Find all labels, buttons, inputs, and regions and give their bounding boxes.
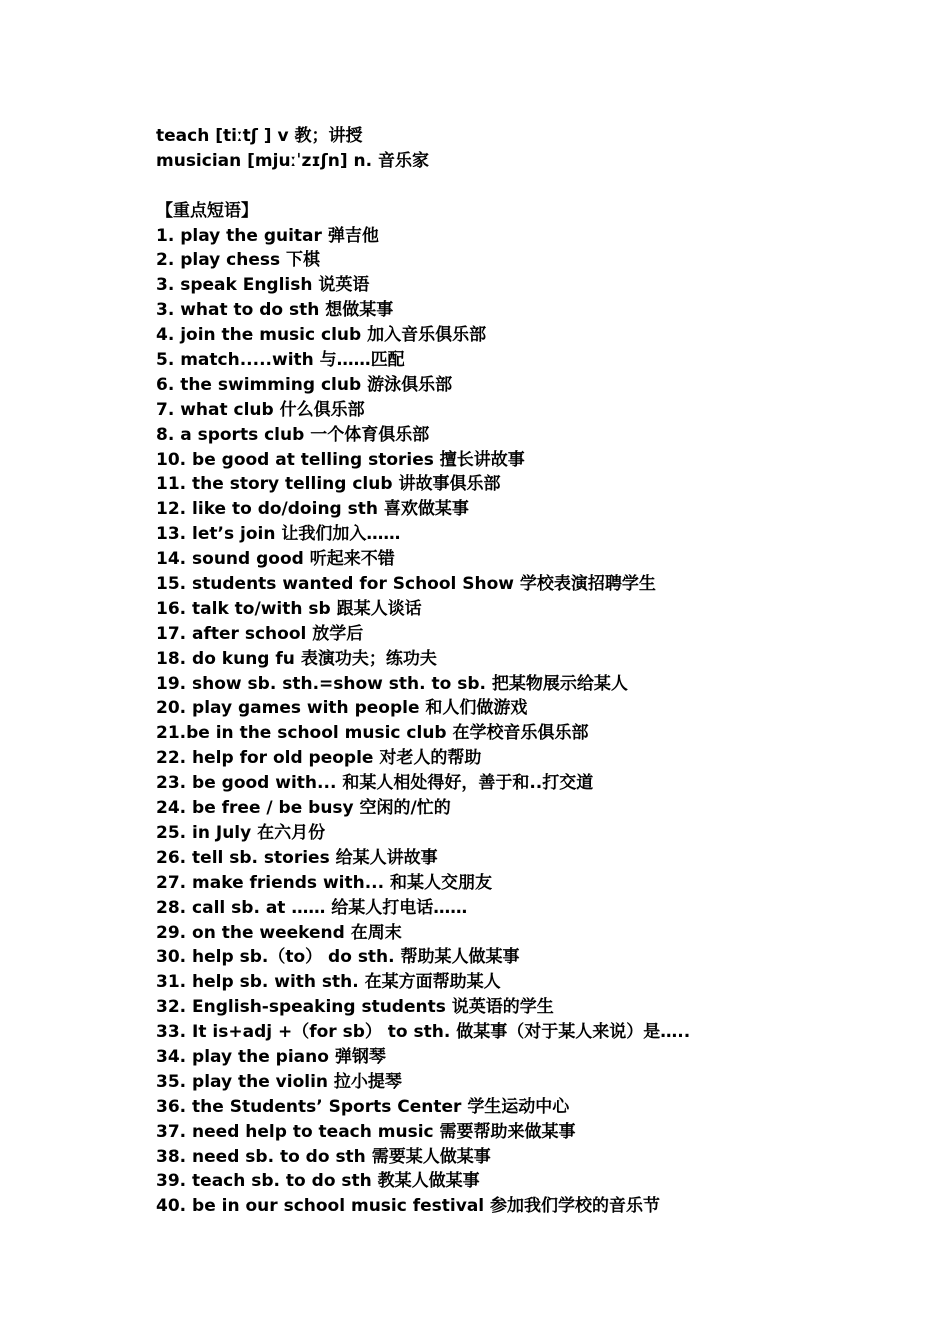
phrase-item: 28. call sb. at …… 给某人打电话…… xyxy=(156,897,468,918)
vocab-entry-teach: teach [tiːtʃ ] v 教；讲授 xyxy=(156,126,363,146)
phrase-item: 37. need help to teach music 需要帮助来做某事 xyxy=(156,1121,576,1142)
phrase-item: 6. the swimming club 游泳俱乐部 xyxy=(156,374,453,395)
phrase-item: 8. a sports club 一个体育俱乐部 xyxy=(156,424,430,445)
phrase-item: 25. in July 在六月份 xyxy=(156,822,326,843)
phrase-item: 11. the story telling club 讲故事俱乐部 xyxy=(156,474,501,495)
phrase-item: 3. speak English 说英语 xyxy=(156,275,370,296)
phrase-item: 26. tell sb. stories 给某人讲故事 xyxy=(156,847,438,868)
blank-line xyxy=(156,174,916,199)
phrase-item: 17. after school 放学后 xyxy=(156,623,364,644)
phrase-item: 32. English-speaking students 说英语的学生 xyxy=(156,997,554,1018)
phrase-item: 18. do kung fu 表演功夫；练功夫 xyxy=(156,648,437,669)
phrase-item: 3. what to do sth 想做某事 xyxy=(156,300,394,321)
phrase-item: 7. what club 什么俱乐部 xyxy=(156,399,365,420)
phrase-item: 2. play chess 下棋 xyxy=(156,250,321,271)
phrase-item: 30. help sb.（to） do sth. 帮助某人做某事 xyxy=(156,947,520,968)
phrase-item: 23. be good with... 和某人相处得好，善于和..打交道 xyxy=(156,773,594,794)
section-title: 【重点短语】 xyxy=(156,200,258,221)
phrase-item: 39. teach sb. to do sth 教某人做某事 xyxy=(156,1171,480,1192)
phrase-item: 20. play games with people 和人们做游戏 xyxy=(156,698,528,719)
phrase-item: 24. be free / be busy 空闲的/忙的 xyxy=(156,798,451,819)
phrase-item: 4. join the music club 加入音乐俱乐部 xyxy=(156,325,487,346)
phrase-item: 40. be in our school music festival 参加我们学校的音乐节 xyxy=(156,1196,661,1217)
vocab-entry-musician: musician [mjuːˈzɪʃn] n. 音乐家 xyxy=(156,150,429,171)
phrase-item: 14. sound good 听起来不错 xyxy=(156,549,395,570)
phrase-item: 1. play the guitar 弹吉他 xyxy=(156,225,379,246)
phrase-item: 34. play the piano 弹钢琴 xyxy=(156,1046,386,1067)
phrase-item: 10. be good at telling stories 擅长讲故事 xyxy=(156,449,525,470)
phrase-item: 33. It is+adj +（for sb） to sth. 做某事（对于某人来说）是….. xyxy=(156,1022,691,1043)
phrase-item: 31. help sb. with sth. 在某方面帮助某人 xyxy=(156,972,501,993)
phrase-item: 38. need sb. to do sth 需要某人做某事 xyxy=(156,1146,491,1167)
phrase-item: 12. like to do/doing sth 喜欢做某事 xyxy=(156,499,469,520)
phrase-item: 16. talk to/with sb 跟某人谈话 xyxy=(156,598,422,619)
phrase-item: 29. on the weekend 在周末 xyxy=(156,922,402,943)
phrase-item: 22. help for old people 对老人的帮助 xyxy=(156,748,482,769)
phrase-item: 35. play the violin 拉小提琴 xyxy=(156,1071,402,1092)
phrase-item: 36. the Students’ Sports Center 学生运动中心 xyxy=(156,1096,570,1117)
phrase-item: 21.be in the school music club 在学校音乐俱乐部 xyxy=(156,723,589,744)
phrase-item: 5. match.....with 与……匹配 xyxy=(156,350,405,371)
phrase-list xyxy=(156,224,916,1220)
phrase-item: 19. show sb. sth.=show sth. to sb. 把某物展示给某人 xyxy=(156,673,628,694)
phrase-item: 15. students wanted for School Show 学校表演招聘学生 xyxy=(156,574,656,595)
phrase-item: 13. let’s join 让我们加入…… xyxy=(156,524,401,545)
document-page xyxy=(156,124,916,1219)
phrase-item: 27. make friends with... 和某人交朋友 xyxy=(156,872,493,893)
